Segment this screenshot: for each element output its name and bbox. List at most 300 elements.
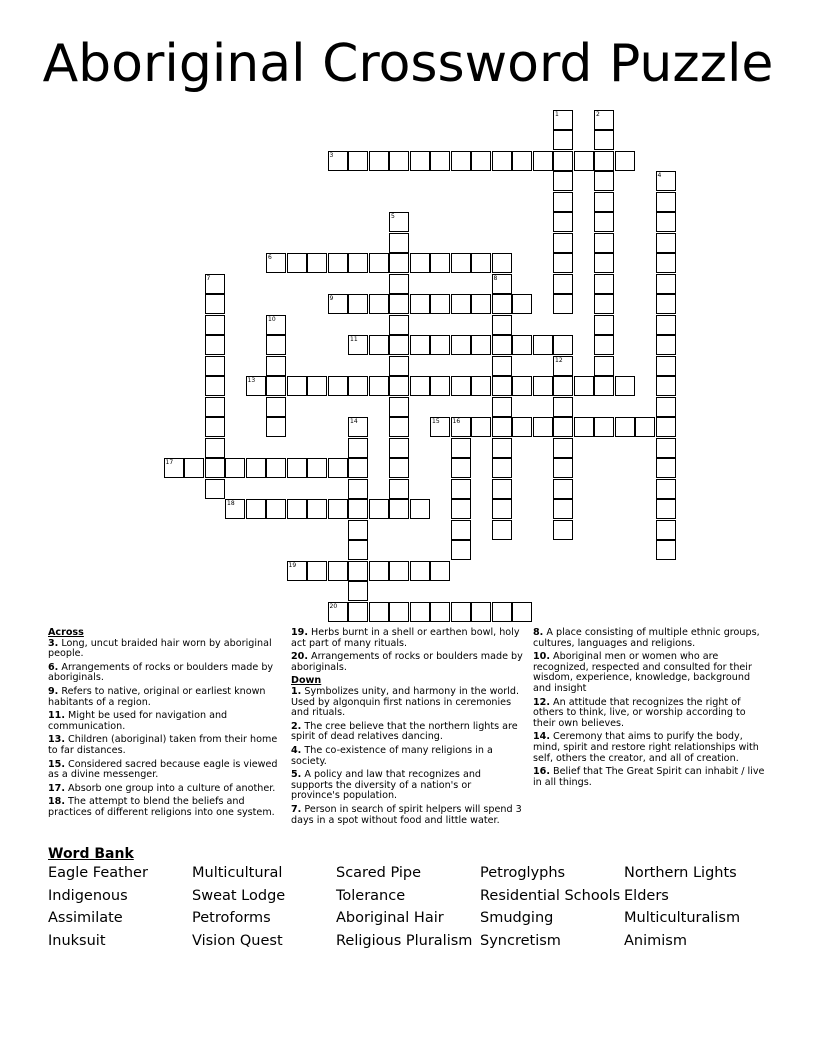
grid-cell[interactable] <box>512 335 532 355</box>
grid-cell[interactable] <box>594 171 614 191</box>
grid-cell[interactable] <box>410 253 430 273</box>
word-bank-word: Inuksuit <box>48 932 106 949</box>
clue-number: 20 <box>329 602 338 610</box>
clue-number: 6 <box>268 254 272 261</box>
word-bank-row <box>48 865 788 888</box>
grid-cell[interactable] <box>184 458 204 478</box>
grid-cell[interactable] <box>430 253 450 273</box>
grid-cell[interactable] <box>451 294 471 314</box>
grid-cell[interactable] <box>430 335 450 355</box>
grid-cell[interactable] <box>246 458 266 478</box>
grid-cell[interactable] <box>348 294 368 314</box>
grid-cell[interactable] <box>307 499 327 519</box>
clue-number: 18 <box>227 500 235 507</box>
grid-cell[interactable] <box>369 561 389 581</box>
grid-cell[interactable] <box>594 356 614 376</box>
grid-cell[interactable] <box>553 356 573 376</box>
grid-cell[interactable] <box>594 294 614 314</box>
grid-cell[interactable] <box>656 171 676 191</box>
grid-cell[interactable] <box>574 376 594 396</box>
word-bank-word: Animism <box>624 932 687 949</box>
clue-number: 10 <box>268 315 276 323</box>
grid-cell[interactable] <box>348 417 368 437</box>
grid-cell[interactable] <box>553 376 573 396</box>
grid-cell[interactable] <box>553 110 573 130</box>
clue <box>291 652 523 673</box>
grid-cell[interactable] <box>266 417 286 437</box>
grid-cell[interactable] <box>615 417 635 437</box>
grid-cell[interactable] <box>389 253 409 273</box>
word-bank-row <box>48 933 788 956</box>
grid-cell[interactable] <box>225 499 245 519</box>
grid-cell[interactable] <box>492 602 512 622</box>
grid-cell[interactable] <box>451 540 471 560</box>
grid-cell[interactable] <box>553 151 573 171</box>
clue <box>48 687 278 708</box>
clue <box>291 746 523 767</box>
grid-cell[interactable] <box>451 520 471 540</box>
clue-num: 20. <box>291 651 308 663</box>
clue-number: 16 <box>452 418 461 425</box>
grid-cell[interactable] <box>451 499 471 519</box>
grid-cell[interactable] <box>512 294 532 314</box>
clue <box>533 698 765 730</box>
grid-cell[interactable] <box>164 458 184 478</box>
grid-cell[interactable] <box>348 151 368 171</box>
grid-cell[interactable] <box>492 458 512 478</box>
grid-cell[interactable] <box>492 520 512 540</box>
clue <box>48 735 278 756</box>
grid-cell[interactable] <box>451 438 471 458</box>
grid-cell[interactable] <box>553 438 573 458</box>
grid-cell[interactable] <box>492 294 512 314</box>
grid-cell[interactable] <box>348 438 368 458</box>
word-bank-word: Multicultural <box>192 865 283 881</box>
clue-text: Might be used for navigation and communication. <box>48 710 228 732</box>
clue-text: A place consisting of multiple ethnic groups, cultures, languages and religions. <box>533 627 760 649</box>
grid-cell[interactable] <box>328 602 348 622</box>
grid-cell[interactable] <box>369 335 389 355</box>
grid-cell[interactable] <box>348 376 368 396</box>
clues-column-3 <box>533 628 765 791</box>
grid-cell[interactable] <box>512 151 532 171</box>
grid-cell[interactable] <box>656 499 676 519</box>
clue-num: 19. <box>291 627 308 638</box>
grid-cell[interactable] <box>492 253 512 273</box>
grid-cell[interactable] <box>553 171 573 191</box>
clue <box>291 628 523 649</box>
clue-text: The co-existence of many religions in a society. <box>291 744 493 767</box>
grid-cell[interactable] <box>656 397 676 417</box>
grid-cell[interactable] <box>348 561 368 581</box>
word-bank-word: Residential Schools <box>480 887 621 904</box>
grid-cell[interactable] <box>656 376 676 396</box>
grid-cell[interactable] <box>451 253 471 273</box>
grid-cell[interactable] <box>348 602 368 622</box>
grid-cell[interactable] <box>553 499 573 519</box>
grid-cell[interactable] <box>471 294 491 314</box>
grid-cell[interactable] <box>553 417 573 437</box>
grid-cell[interactable] <box>389 438 409 458</box>
grid-cell[interactable] <box>287 376 307 396</box>
clue-number: 14 <box>350 418 358 425</box>
clue-text: Arrangements of rocks or boulders made by aboriginals. <box>291 651 523 673</box>
grid-cell[interactable] <box>635 417 655 437</box>
grid-cell[interactable] <box>389 602 409 622</box>
grid-cell[interactable] <box>574 151 594 171</box>
grid-cell[interactable] <box>594 315 614 335</box>
grid-cell[interactable] <box>492 356 512 376</box>
grid-cell[interactable] <box>307 561 327 581</box>
grid-cell[interactable] <box>205 479 225 499</box>
grid-cell[interactable] <box>287 561 307 581</box>
grid-cell[interactable] <box>205 356 225 376</box>
grid-cell[interactable] <box>656 192 676 212</box>
grid-cell[interactable] <box>553 274 573 294</box>
clue-num: 11. <box>48 710 65 722</box>
grid-cell[interactable] <box>348 581 368 601</box>
grid-cell[interactable] <box>266 499 286 519</box>
word-bank-row <box>48 910 788 933</box>
grid-cell[interactable] <box>410 335 430 355</box>
grid-cell[interactable] <box>389 356 409 376</box>
grid-cell[interactable] <box>389 376 409 396</box>
grid-cell[interactable] <box>492 397 512 417</box>
grid-cell[interactable] <box>266 356 286 376</box>
grid-cell[interactable] <box>430 561 450 581</box>
clue-number: 15 <box>432 418 440 425</box>
grid-cell[interactable] <box>594 233 614 253</box>
clue-text: Children (aboriginal) taken from their home to far distances. <box>48 734 278 756</box>
grid-cell[interactable] <box>369 499 389 519</box>
grid-cell[interactable] <box>389 479 409 499</box>
grid-cell[interactable] <box>553 397 573 417</box>
grid-cell[interactable] <box>410 294 430 314</box>
grid-cell[interactable] <box>656 417 676 437</box>
clue <box>291 805 523 826</box>
grid-cell[interactable] <box>328 253 348 273</box>
grid-cell[interactable] <box>615 376 635 396</box>
grid-cell[interactable] <box>287 253 307 273</box>
grid-cell[interactable] <box>533 417 553 437</box>
grid-cell[interactable] <box>348 499 368 519</box>
clue <box>48 784 278 795</box>
grid-cell[interactable] <box>430 151 450 171</box>
word-bank-word: Eagle Feather <box>48 865 148 881</box>
grid-cell[interactable] <box>266 458 286 478</box>
clue-num: 7. <box>291 803 302 815</box>
grid-cell[interactable] <box>246 376 266 396</box>
clue-text: Aboriginal men or women who are recognized, respected and consulted for their wisdom, experience, knowledge, background and insight <box>533 651 752 694</box>
grid-cell[interactable] <box>328 458 348 478</box>
grid-cell[interactable] <box>492 376 512 396</box>
grid-cell[interactable] <box>594 151 614 171</box>
clue-text: The cree believe that the northern lights are spirit of dead relatives dancing. <box>291 720 518 743</box>
grid-cell[interactable] <box>389 458 409 478</box>
grid-cell[interactable] <box>389 417 409 437</box>
grid-cell[interactable] <box>266 376 286 396</box>
clue-num: 13. <box>48 734 65 746</box>
grid-cell[interactable] <box>594 212 614 232</box>
clue <box>291 722 523 743</box>
clue-num: 15. <box>48 758 65 770</box>
clue-number: 4 <box>657 172 662 179</box>
grid-cell[interactable] <box>389 274 409 294</box>
grid-cell[interactable] <box>307 458 327 478</box>
grid-cell[interactable] <box>656 540 676 560</box>
grid-cell[interactable] <box>492 274 512 294</box>
grid-cell[interactable] <box>410 151 430 171</box>
grid-cell[interactable] <box>553 212 573 232</box>
grid-cell[interactable] <box>205 417 225 437</box>
grid-cell[interactable] <box>410 602 430 622</box>
clue-num: 16. <box>533 766 550 778</box>
grid-cell[interactable] <box>205 458 225 478</box>
grid-cell[interactable] <box>553 192 573 212</box>
grid-cell[interactable] <box>594 376 614 396</box>
grid-cell[interactable] <box>656 212 676 232</box>
grid-cell[interactable] <box>205 315 225 335</box>
grid-cell[interactable] <box>471 376 491 396</box>
clue-text: Refers to native, original or earliest known habitants of a region. <box>48 685 266 708</box>
word-bank-word: Indigenous <box>48 887 128 904</box>
grid-cell[interactable] <box>369 253 389 273</box>
grid-cell[interactable] <box>410 561 430 581</box>
grid-cell[interactable] <box>369 151 389 171</box>
grid-cell[interactable] <box>656 356 676 376</box>
grid-cell[interactable] <box>410 499 430 519</box>
clue-number: 11 <box>350 336 358 343</box>
word-bank-word: Smudging <box>480 910 554 926</box>
grid-cell[interactable] <box>451 479 471 499</box>
grid-cell[interactable] <box>451 458 471 478</box>
grid-cell[interactable] <box>656 520 676 540</box>
grid-cell[interactable] <box>389 315 409 335</box>
clue <box>48 797 278 818</box>
grid-cell[interactable] <box>553 458 573 478</box>
grid-cell[interactable] <box>533 335 553 355</box>
grid-cell[interactable] <box>471 417 491 437</box>
clue-num: 17. <box>48 782 65 794</box>
grid-cell[interactable] <box>451 417 471 437</box>
clue-number: 1 <box>555 110 559 118</box>
grid-cell[interactable] <box>348 458 368 478</box>
clue <box>533 767 765 788</box>
clue-num: 6. <box>48 661 59 673</box>
grid-cell[interactable] <box>615 151 635 171</box>
grid-cell[interactable] <box>389 233 409 253</box>
clue <box>533 652 765 694</box>
grid-cell[interactable] <box>205 397 225 417</box>
grid-cell[interactable] <box>328 294 348 314</box>
grid-cell[interactable] <box>430 602 450 622</box>
grid-cell[interactable] <box>266 335 286 355</box>
grid-cell[interactable] <box>205 335 225 355</box>
clue-number: 3 <box>329 151 334 159</box>
grid-cell[interactable] <box>594 192 614 212</box>
grid-cell[interactable] <box>307 376 327 396</box>
grid-cell[interactable] <box>287 499 307 519</box>
clue-num: 14. <box>533 731 550 743</box>
grid-cell[interactable] <box>307 253 327 273</box>
word-bank-word: Elders <box>624 887 669 904</box>
clue-text: Considered sacred because eagle is viewed as a divine messenger. <box>48 758 278 781</box>
grid-cell[interactable] <box>553 479 573 499</box>
grid-cell[interactable] <box>430 376 450 396</box>
grid-cell[interactable] <box>656 253 676 273</box>
grid-cell[interactable] <box>656 335 676 355</box>
word-bank-word: Petroglyphs <box>480 865 566 881</box>
grid-cell[interactable] <box>328 151 348 171</box>
grid-cell[interactable] <box>266 315 286 335</box>
grid-cell[interactable] <box>348 335 368 355</box>
grid-cell[interactable] <box>553 520 573 540</box>
clue <box>48 639 278 660</box>
grid-cell[interactable] <box>348 540 368 560</box>
grid-cell[interactable] <box>451 376 471 396</box>
clue-number: 17 <box>165 459 174 466</box>
clue-num: 1. <box>291 685 302 697</box>
clue-num: 18. <box>48 796 65 808</box>
grid-cell[interactable] <box>594 335 614 355</box>
grid-cell[interactable] <box>574 417 594 437</box>
grid-cell[interactable] <box>410 376 430 396</box>
clue <box>48 663 278 684</box>
clue <box>291 770 523 802</box>
word-bank <box>48 865 788 955</box>
clues-column-1 <box>48 628 278 822</box>
word-bank-word: Tolerance <box>336 887 406 904</box>
grid-cell[interactable] <box>328 561 348 581</box>
grid-cell[interactable] <box>553 130 573 150</box>
grid-cell[interactable] <box>656 479 676 499</box>
grid-cell[interactable] <box>553 233 573 253</box>
clue-number: 7 <box>206 274 211 282</box>
grid-cell[interactable] <box>594 417 614 437</box>
grid-cell[interactable] <box>492 315 512 335</box>
grid-cell[interactable] <box>348 479 368 499</box>
grid-cell[interactable] <box>512 376 532 396</box>
grid-cell[interactable] <box>656 438 676 458</box>
grid-cell[interactable] <box>594 274 614 294</box>
grid-cell[interactable] <box>492 499 512 519</box>
page-title: Aboriginal Crossword Puzzle <box>42 34 774 94</box>
grid-cell[interactable] <box>533 151 553 171</box>
grid-cell[interactable] <box>389 212 409 232</box>
grid-cell[interactable] <box>656 315 676 335</box>
grid-cell[interactable] <box>492 151 512 171</box>
grid-cell[interactable] <box>492 335 512 355</box>
grid-cell[interactable] <box>512 417 532 437</box>
clue-num: 2. <box>291 720 302 732</box>
grid-cell[interactable] <box>266 397 286 417</box>
grid-cell[interactable] <box>594 130 614 150</box>
clue-num: 9. <box>48 685 59 697</box>
grid-cell[interactable] <box>656 274 676 294</box>
clue-num: 12. <box>533 696 550 708</box>
clues-column-2 <box>291 628 523 829</box>
grid-cell[interactable] <box>471 602 491 622</box>
grid-cell[interactable] <box>328 499 348 519</box>
down-heading: Down <box>291 675 322 687</box>
grid-cell[interactable] <box>369 602 389 622</box>
grid-cell[interactable] <box>492 438 512 458</box>
clue-text: Arrangements of rocks or boulders made by aboriginals. <box>48 661 274 684</box>
grid-cell[interactable] <box>389 499 409 519</box>
clue-number: 8 <box>493 274 498 282</box>
word-bank-word: Scared Pipe <box>336 865 422 881</box>
grid-cell[interactable] <box>553 335 573 355</box>
grid-cell[interactable] <box>471 253 491 273</box>
grid-cell[interactable] <box>471 151 491 171</box>
grid-cell[interactable] <box>328 376 348 396</box>
word-bank-word: Syncretism <box>480 932 561 949</box>
grid-cell[interactable] <box>656 233 676 253</box>
grid-cell[interactable] <box>348 253 368 273</box>
grid-cell[interactable] <box>451 335 471 355</box>
clue-num: 4. <box>291 744 302 756</box>
grid-cell[interactable] <box>225 458 245 478</box>
grid-cell[interactable] <box>389 397 409 417</box>
grid-cell[interactable] <box>205 376 225 396</box>
clue <box>48 711 278 732</box>
grid-cell[interactable] <box>266 253 286 273</box>
grid-cell[interactable] <box>389 151 409 171</box>
grid-cell[interactable] <box>205 294 225 314</box>
grid-cell[interactable] <box>205 438 225 458</box>
grid-cell[interactable] <box>492 479 512 499</box>
grid-cell[interactable] <box>287 458 307 478</box>
clue-number: 12 <box>555 356 563 364</box>
grid-cell[interactable] <box>369 294 389 314</box>
clue <box>533 732 765 764</box>
grid-cell[interactable] <box>656 458 676 478</box>
grid-cell[interactable] <box>553 294 573 314</box>
grid-cell[interactable] <box>369 376 389 396</box>
grid-cell[interactable] <box>348 520 368 540</box>
grid-cell[interactable] <box>205 274 225 294</box>
grid-cell[interactable] <box>512 602 532 622</box>
clue-text: Herbs burnt in a shell or earthen bowl, holy act part of many rituals. <box>291 627 520 649</box>
word-bank-title: Word Bank <box>48 846 134 862</box>
grid-cell[interactable] <box>553 253 573 273</box>
grid-cell[interactable] <box>492 417 512 437</box>
grid-cell[interactable] <box>430 294 450 314</box>
word-bank-word: Religious Pluralism <box>336 932 473 949</box>
grid-cell[interactable] <box>430 417 450 437</box>
grid-cell[interactable] <box>246 499 266 519</box>
grid-cell[interactable] <box>389 561 409 581</box>
clue-number: 5 <box>391 213 395 220</box>
grid-cell[interactable] <box>594 110 614 130</box>
grid-cell[interactable] <box>594 253 614 273</box>
word-bank-word: Sweat Lodge <box>192 887 286 904</box>
clue-text: Ceremony that aims to purify the body, mind, spirit and restore right relationships with self, others the creator, and all of creation. <box>533 731 759 764</box>
grid-cell[interactable] <box>471 335 491 355</box>
grid-cell[interactable] <box>656 294 676 314</box>
word-bank-word: Aboriginal Hair <box>336 910 444 926</box>
grid-cell[interactable] <box>389 335 409 355</box>
clue-num: 5. <box>291 769 302 781</box>
grid-cell[interactable] <box>389 294 409 314</box>
clue-num: 10. <box>533 651 550 663</box>
grid-cell[interactable] <box>533 376 553 396</box>
grid-cell[interactable] <box>451 151 471 171</box>
clue-text: Belief that The Great Spirit can inhabit / live in all things. <box>533 766 765 788</box>
clue <box>48 760 278 781</box>
clue-num: 8. <box>533 627 544 638</box>
grid-cell[interactable] <box>451 602 471 622</box>
